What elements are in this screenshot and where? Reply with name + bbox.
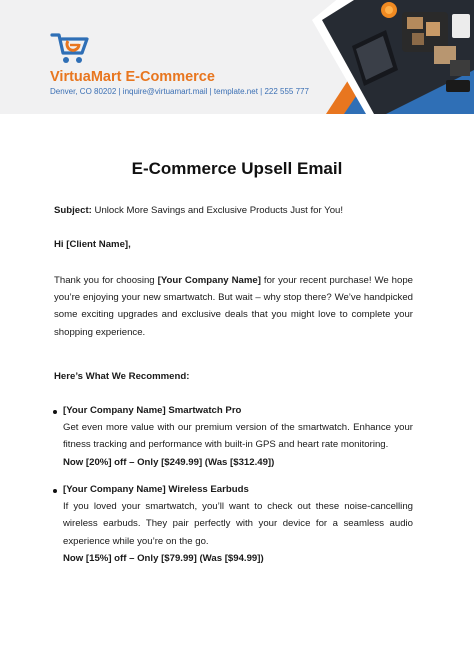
recommendation-item (63, 402, 413, 471)
bullet-icon (53, 410, 57, 414)
header-product-photo-art (274, 0, 474, 114)
letterhead-header (0, 0, 474, 114)
recommendation-description: If you loved your smartwatch, you’ll want to check out these noise-cancelling wireless earbuds. They pair perfectly with your device for a seamless audio experience while you’re on the go. (63, 501, 413, 547)
greeting: Hi [Client Name], (54, 239, 131, 250)
shopping-cart-logo-icon (50, 32, 92, 66)
recommendation-offer: Now [20%] off – Only [$249.99] (Was [$312.49]) (63, 456, 275, 468)
brand-name: VirtuaMart E-Commerce (50, 69, 215, 85)
intro-text-end: for your recent purchase! We hope you’re enjoying your new smartwatch. But wait – why stop there? We’ve handpicked some exciting upgrades and exclusive deals that you might love to complete your shopping experience. (54, 275, 413, 338)
recommendation-item (63, 481, 413, 567)
subject-label: Subject: (54, 205, 92, 216)
section-heading: Here’s What We Recommend: (54, 371, 190, 382)
subject-line (54, 202, 343, 219)
recommendation-name: [Your Company Name] Wireless Earbuds (63, 484, 249, 495)
recommendation-offer: Now [15%] off – Only [$79.99] (Was [$94.99]) (63, 552, 264, 564)
document-title: E-Commerce Upsell Email (131, 159, 343, 178)
intro-paragraph (54, 272, 413, 341)
recommendation-name: [Your Company Name] Smartwatch Pro (63, 405, 242, 416)
bullet-icon (53, 489, 57, 493)
subject-text: Unlock More Savings and Exclusive Products Just for You! (94, 205, 344, 216)
intro-company-name: [Your Company Name] (157, 275, 261, 286)
intro-text-start: Thank you for choosing (54, 275, 158, 286)
recommendation-description: Get even more value with our premium version of the smartwatch. Enhance your fitness tracking and performance with built-in GPS and heart rate monitoring. (63, 422, 413, 451)
contact-line: Denver, CO 80202 | inquire@virtuamart.mail | template.net | 222 555 777 (50, 87, 309, 96)
